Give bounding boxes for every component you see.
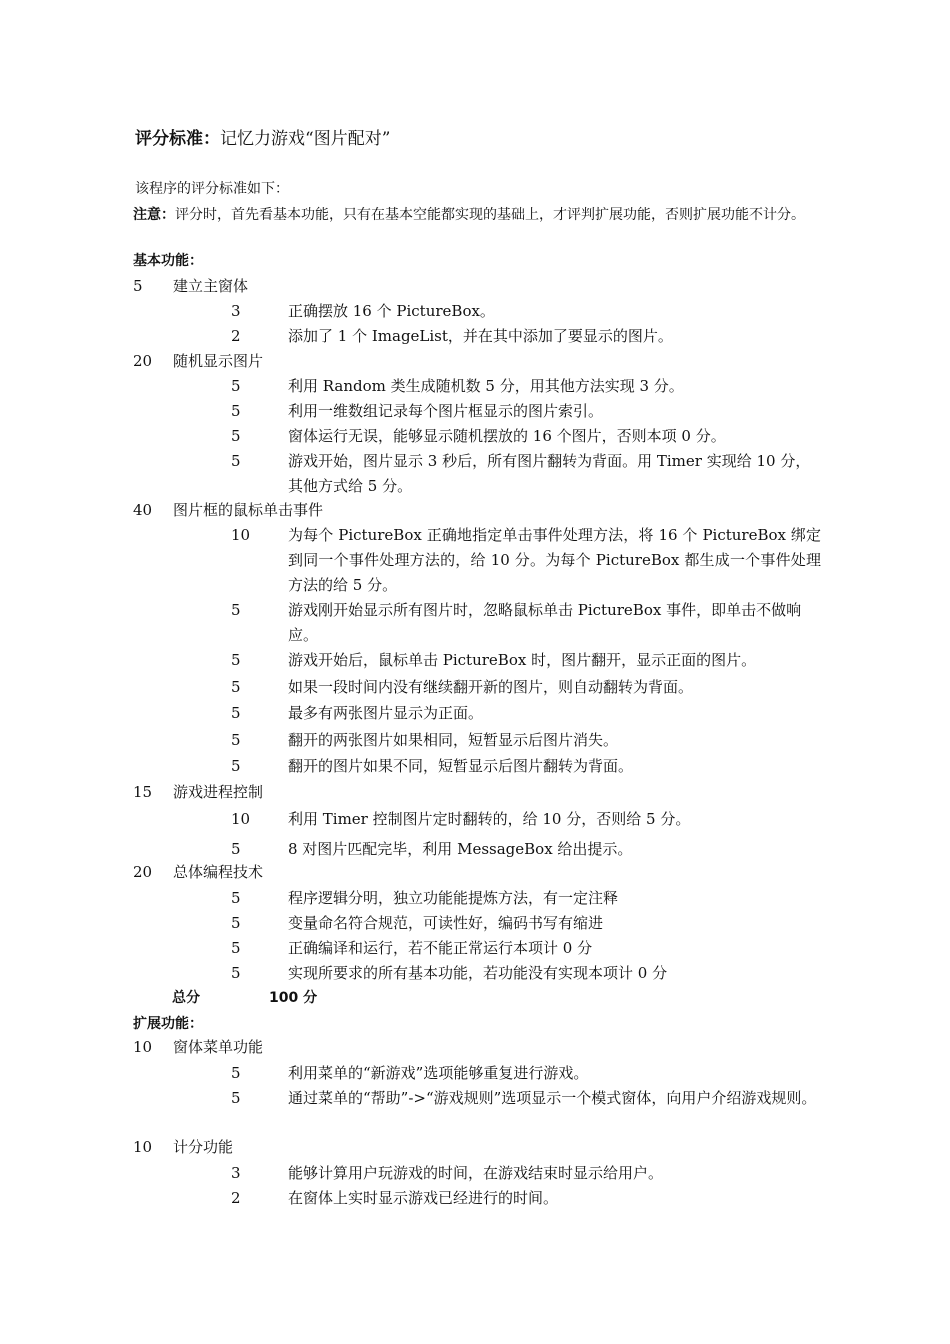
category-points: 20 [133, 352, 153, 370]
category-name: 游戏进程控制 [173, 783, 264, 801]
category-heading [133, 499, 323, 520]
criterion-text: 程序逻辑分明，独立功能能提炼方法，有一定注释 [288, 889, 619, 907]
criterion-points: 5 [231, 914, 241, 932]
title-rest: 记忆力游戏“图片配对” [220, 129, 391, 149]
criterion-text: 利用 Timer 控制图片定时翻转的，给 10 分，否则给 5 分。 [288, 810, 691, 828]
criterion-text: 游戏开始后，鼠标单击 PictureBox 时，图片翻开，显示正面的图片。 [288, 651, 757, 669]
basic-section-label: 基本功能： [133, 253, 203, 269]
criterion-points: 5 [231, 1089, 241, 1107]
criterion-points: 5 [231, 704, 241, 722]
criterion-text: 利用 Random 类生成随机数 5 分，用其他方法实现 3 分。 [288, 377, 684, 395]
criterion-text: 通过菜单的“帮助”->“游戏规则”选项显示一个模式窗体，向用户介绍游戏规则。 [288, 1089, 817, 1107]
category-name: 窗体菜单功能 [173, 1038, 264, 1056]
criterion-points: 5 [231, 840, 241, 858]
criterion-text: 利用一维数组记录每个图片框显示的图片索引。 [288, 402, 604, 420]
criterion-text: 窗体运行无误，能够显示随机摆放的 16 个图片，否则本项 0 分。 [288, 427, 726, 445]
category-points: 10 [133, 1138, 153, 1156]
criterion-points: 5 [231, 427, 241, 445]
note-paragraph [133, 203, 823, 227]
criterion-text: 利用菜单的“新游戏”选项能够重复进行游戏。 [288, 1064, 589, 1082]
criterion-text: 变量命名符合规范，可读性好，编码书写有缩进 [288, 914, 604, 932]
criterion-points: 5 [231, 1064, 241, 1082]
criterion-points: 10 [231, 526, 251, 544]
criterion-points: 5 [231, 731, 241, 749]
category-points: 40 [133, 501, 153, 519]
note-text: 评分时，首先看基本功能，只有在基本空能都实现的基础上，才评判扩展功能，否则扩展功能不计分。 [175, 207, 805, 223]
category-heading [133, 350, 263, 371]
category-points: 20 [133, 863, 153, 881]
category-name: 建立主窗体 [173, 277, 249, 295]
category-name: 图片框的鼠标单击事件 [173, 501, 324, 519]
criterion-text: 游戏开始，图片显示 3 秒后，所有图片翻转为背面。用 Timer 实现给 10 分，其他方式给 5 分。 [288, 452, 811, 495]
criterion-text: 正确摆放 16 个 PictureBox。 [288, 302, 495, 320]
category-name: 总体编程技术 [173, 863, 264, 881]
title-bold: 评分标准： [135, 129, 220, 149]
total-score [172, 987, 318, 1007]
criterion-points: 2 [231, 327, 241, 345]
criterion-text: 如果一段时间内没有继续翻开新的图片，则自动翻转为背面。 [288, 678, 694, 696]
criterion-points: 5 [231, 757, 241, 775]
criterion-points: 5 [231, 889, 241, 907]
criterion-points: 2 [231, 1189, 241, 1207]
criterion-text: 为每个 PictureBox 正确地指定单击事件处理方法，将 16 个 PictureBox 绑定到同一个事件处理方法的，给 10 分。为每个 PictureBox 都生成一个事件处理方法的给 5 分。 [288, 526, 821, 594]
note-label: 注意： [133, 207, 175, 223]
criterion-text: 翻开的图片如果不同，短暂显示后图片翻转为背面。 [288, 757, 634, 775]
total-value: 100 分 [269, 990, 318, 1006]
criterion-points: 5 [231, 601, 241, 619]
category-heading [133, 1136, 233, 1157]
criterion-points: 10 [231, 810, 251, 828]
criterion-text: 最多有两张图片显示为正面。 [288, 704, 484, 722]
extension-section-label: 扩展功能： [133, 1016, 203, 1032]
intro-text: 该程序的评分标准如下： [135, 181, 289, 197]
category-name: 计分功能 [173, 1138, 234, 1156]
criterion-points: 5 [231, 377, 241, 395]
criterion-text: 能够计算用户玩游戏的时间，在游戏结束时显示给用户。 [288, 1164, 664, 1182]
category-name: 随机显示图片 [173, 352, 264, 370]
category-points: 15 [133, 783, 153, 801]
category-points: 5 [133, 277, 143, 295]
category-points: 10 [133, 1038, 153, 1056]
category-heading [133, 781, 263, 802]
category-heading [133, 1036, 263, 1057]
criterion-points: 5 [231, 651, 241, 669]
criterion-points: 3 [231, 1164, 241, 1182]
category-heading [133, 861, 263, 882]
criterion-text: 游戏刚开始显示所有图片时，忽略鼠标单击 PictureBox 事件，即单击不做响应。 [288, 601, 802, 644]
criterion-text: 翻开的两张图片如果相同，短暂显示后图片消失。 [288, 731, 619, 749]
criterion-points: 5 [231, 964, 241, 982]
criterion-points: 5 [231, 939, 241, 957]
document-title [135, 124, 390, 149]
criterion-points: 5 [231, 452, 241, 470]
criterion-text: 添加了 1 个 ImageList，并在其中添加了要显示的图片。 [288, 327, 673, 345]
criterion-text: 在窗体上实时显示游戏已经进行的时间。 [288, 1189, 559, 1207]
criterion-text: 8 对图片匹配完毕，利用 MessageBox 给出提示。 [288, 840, 633, 858]
criterion-points: 5 [231, 678, 241, 696]
total-label: 总分 [172, 990, 200, 1006]
category-heading [133, 275, 248, 296]
criterion-text: 实现所要求的所有基本功能，若功能没有实现本项计 0 分 [288, 964, 668, 982]
criterion-text: 正确编译和运行，若不能正常运行本项计 0 分 [288, 939, 593, 957]
criterion-points: 5 [231, 402, 241, 420]
criterion-points: 3 [231, 302, 241, 320]
